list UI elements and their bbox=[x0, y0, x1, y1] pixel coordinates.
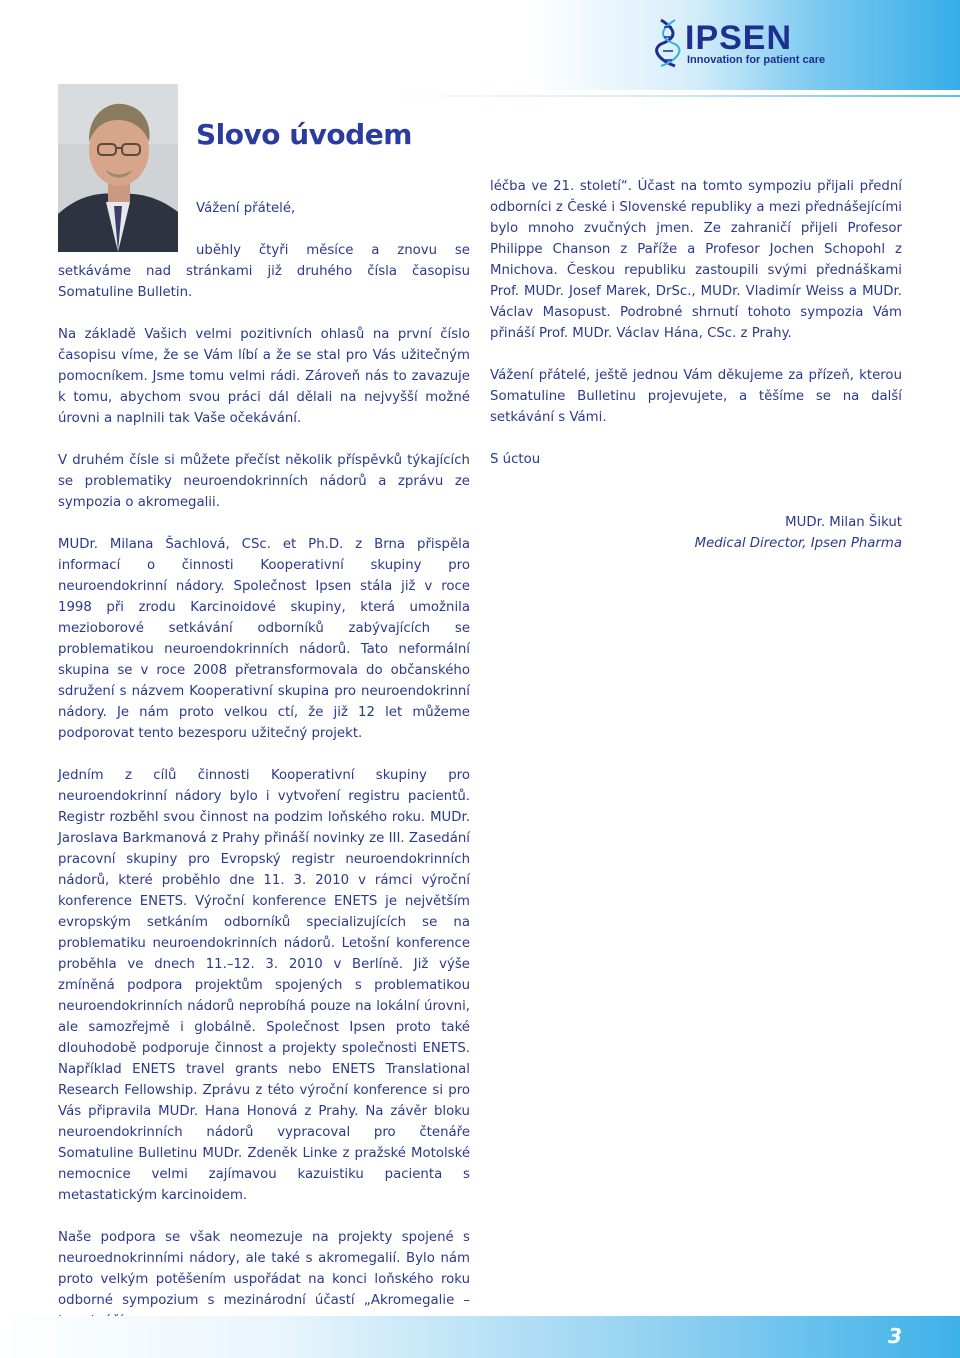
closing: S úctou bbox=[490, 452, 541, 467]
page-title: Slovo úvodem bbox=[196, 118, 412, 151]
footer-band bbox=[0, 1316, 960, 1358]
paragraph-intro: uběhly čtyři měsíce a znovu se setkáváme nad stránkami již druhého čísla časopisu Somatuline Bulletin. bbox=[58, 243, 470, 300]
signature-title: Medical Director, Ipsen Pharma bbox=[694, 536, 902, 551]
paragraph: Vážení přátelé, ještě jednou Vám děkujeme za přízeň, kterou Somatuline Bulletinu projevujete, a těšíme se na další setkávání s Vámi. bbox=[490, 368, 902, 425]
paragraph: MUDr. Milana Šachlová, CSc. et Ph.D. z Brna přispěla informací o činnosti Kooperativní skupiny pro neuroendokrinní nádory. Společnost Ipsen stála již v roce 1998 při zrodu Karcinoidové skupiny, která umožnila mezioborové setkávání odborníků zabývajících se problematikou neuroendokrinních nádorů. Tato neformální skupina se v roce 2008 přetransformovala do občanského sdružení s názvem Kooperativní skupina pro neuroendokrinní nádory. Je nám proto velkou ctí, že již 12 let můžeme podporovat tento bezesporu užitečný projekt. bbox=[58, 537, 470, 741]
paragraph: léčba ve 21. století“. Účast na tomto sympoziu přijali přední odborníci z České i Slovenské republiky a mezi přednášejícími bylo mnoho zvučných jmen. Ze zahraničí přijeli Profesor Philippe Chanson z Paříže a Profesor Jochen Schopohl z Mnichova. Českou republiku zastoupili svými přednáškami Prof. MUDr. Josef Marek, DrSc., MUDr. Vladimír Weiss a MUDr. Václav Masopust. Podrobné shrnutí tohoto sympozia Vám přináší Prof. MUDr. Václav Hána, CSc. z Prahy. bbox=[490, 179, 902, 341]
ipsen-logo bbox=[655, 16, 825, 72]
paragraph: Naše podpora se však neomezuje na projekty spojené s neuroednokrinními nádory, ale také s akromegalií. Bylo nám proto velkým potěšením uspořádat na konci loňského roku odborné sympozium s mezinárodní účastí „Akromegalie – bbox=[58, 1230, 470, 1308]
brand-tagline: Innovation for patient care bbox=[687, 54, 826, 66]
paragraph: V druhém čísle si můžete přečíst několik příspěvků týkajících se problematiky neuroendokrinních nádorů a zprávu ze sympozia o akromegalii. bbox=[58, 453, 470, 510]
dna-helix-icon bbox=[655, 18, 683, 68]
paragraph: Jedním z cílů činnosti Kooperativní skupiny pro neuroendokrinní nádory bylo i vytvoření registru pacientů. Registr rozběhl svou činnost na podzim loňského roku. MUDr. Jaroslava Barkmanová z Prahy přináší novinky ze III. Zasedání pracovní skupiny pro Evropský registr neuroendokrinních nádorů, které proběhlo dne 11. 3. 2010 v rámci výroční konference ENETS. Výroční konference ENETS je největším evropským setkáním odborníků specializujících se na problematiku neuroendokrinních nádorů. Letošní konference proběhla ve dnech 11.–12. 3. 2010 v Berlíně. Již výše zmíněná podpora projektům spojených s problematikou neuroendokrinních nádorů neprobíhá pouze na lokální úrovni, ale samozřejmě i globálně. Společnost Ipsen proto také dlouhodobě podporuje činnost a projekty společnosti ENETS. Například ENETS travel grants nebo ENETS Translational Research Fellowship. Zprávu z této výroční konference si pro Vás připravila MUDr. Hana Honová z Prahy. Na závěr bloku neuroendokrinních nádorů vypracoval pro čtenáře Somatuline Bulletinu MUDr. Zdeněk Linke z pražské Motolské nemocnice velmi zajímavou kazuistiku pacienta s metastatickým karcinoidem. bbox=[58, 768, 470, 1203]
right-column bbox=[490, 176, 902, 554]
signature-name: MUDr. Milan Šikut bbox=[785, 515, 902, 530]
page-number: 3 bbox=[888, 1324, 902, 1348]
brand-name: IPSEN bbox=[685, 19, 793, 57]
left-column bbox=[58, 198, 470, 1353]
paragraph: Na základě Vašich velmi pozitivních ohlasů na první číslo časopisu víme, že se Vám líbí a že se stal pro Vás užitečným pomocníkem. Jsme tomu velmi rádi. Zároveň nás to zavazuje k tomu, abychom svou práci dál dělali na nejvyšší možné úrovni a naplnili tak Vaše očekávání. bbox=[58, 327, 470, 426]
greeting: Vážení přátelé, bbox=[196, 201, 296, 216]
